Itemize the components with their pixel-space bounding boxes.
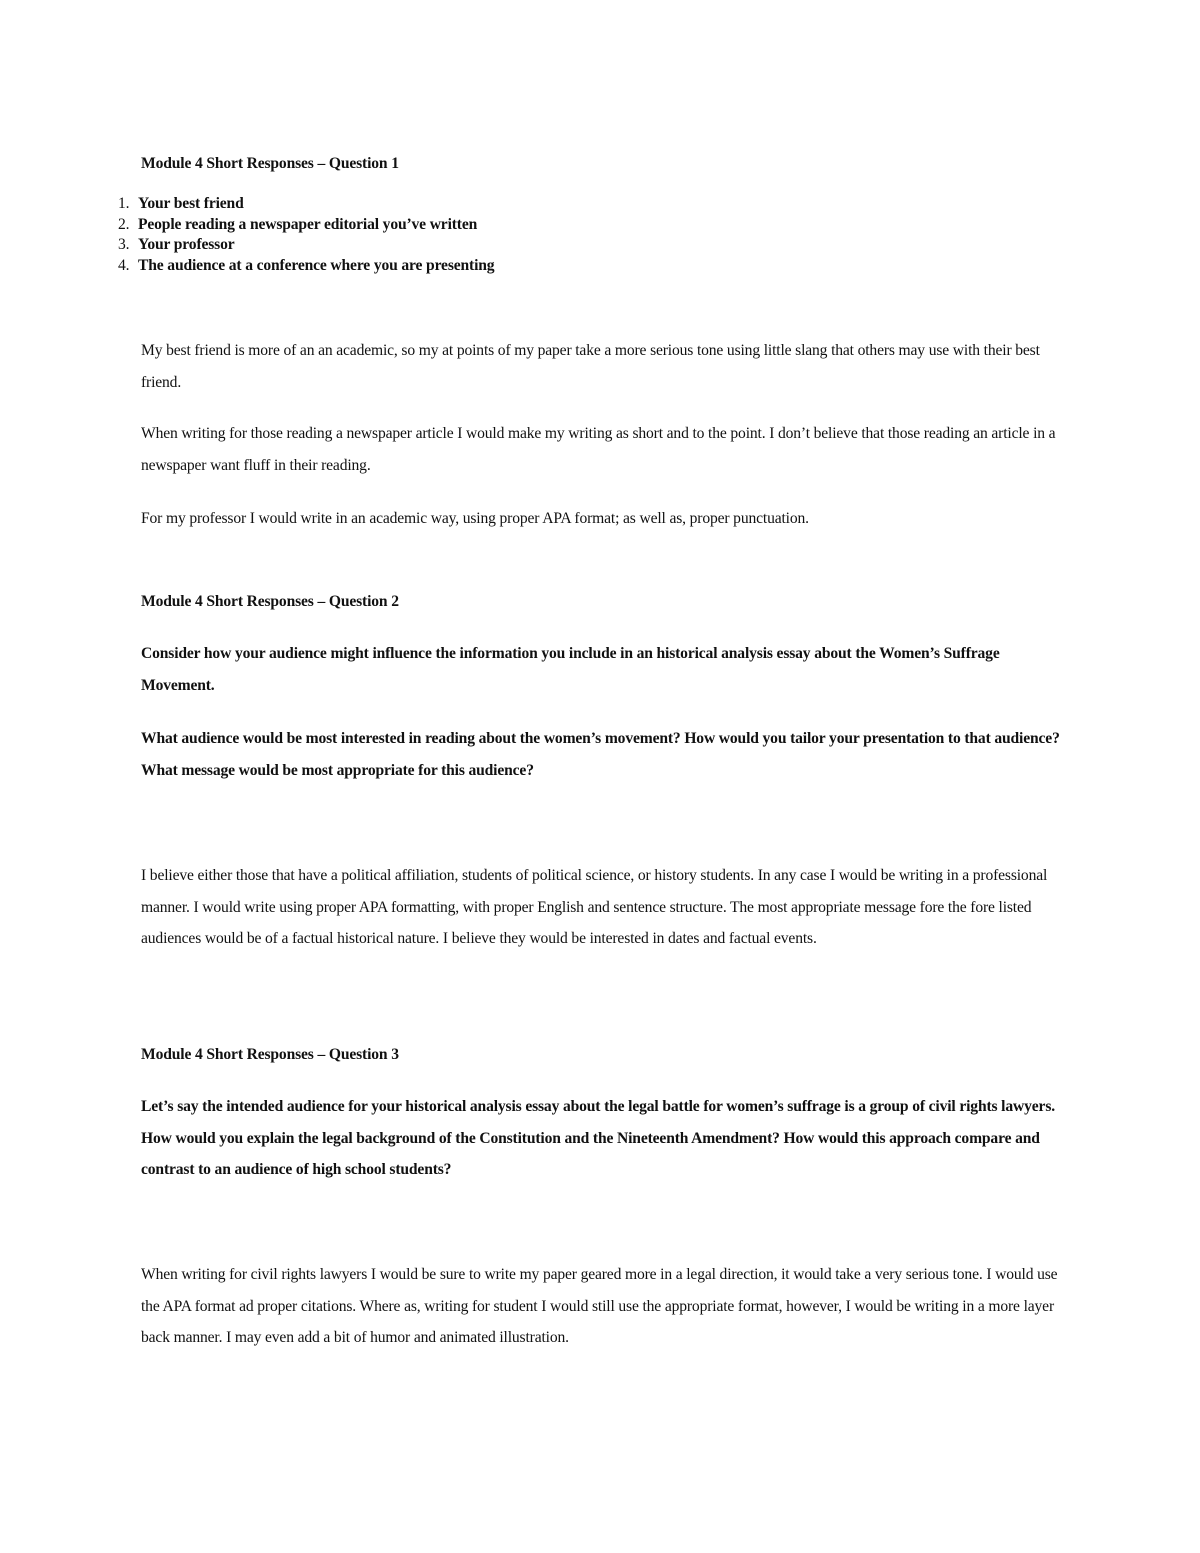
q1-audience-list [118,194,494,277]
q2-answer: I believe either those that have a political affiliation, students of political science, or history students. In any case I would be writing in a professional manner. I would write using proper APA formatting, with proper English and sentence structure. The most appropriate message fore the fore listed audiences would be of a factual historical nature. I believe they would be interested in dates and factual events. [141,867,1048,947]
list-number: 1. [118,195,130,212]
q2-prompt-2: What audience would be most interested in reading about the women’s movement? How would you tailor your presentation to that audience? What message would be most appropriate for this audience? [141,730,1060,779]
list-item [118,256,494,277]
q3-heading: Module 4 Short Responses – Question 3 [141,1046,399,1063]
q3-answer: When writing for civil rights lawyers I would be sure to write my paper geared more in a legal direction, it would take a very serious tone. I would use the APA format ad proper citations. Where as, writing for student I would still use the appropriate format, however, I would be writing in a more layer back manner. I may even add a bit of humor and animated illustration. [141,1266,1058,1346]
list-text: The audience at a conference where you are presenting [138,257,495,275]
list-item [118,194,494,215]
q1-answer-newspaper: When writing for those reading a newspaper article I would make my writing as short and to the point. I don’t believe that those reading an article in a newspaper want fluff in their reading. [141,425,1056,474]
list-number: 4. [118,257,130,275]
q1-heading: Module 4 Short Responses – Question 1 [141,155,399,172]
list-text: Your best friend [138,195,244,212]
q1-answer-professor: For my professor I would write in an academic way, using proper APA format; as well as, proper punctuation. [141,510,809,527]
list-item [118,215,494,236]
list-item [118,235,494,256]
q3-prompt: Let’s say the intended audience for your historical analysis essay about the legal battle for women’s suffrage is a group of civil rights lawyers. How would you explain the legal background of the Constitution and the Nineteenth Amendment? How would this approach compare and contrast to an audience of high school students? [141,1098,1055,1178]
q2-prompt-1: Consider how your audience might influence the information you include in an historical analysis essay about the Women’s Suffrage Movement. [141,645,1000,694]
list-number: 3. [118,236,130,254]
q2-heading: Module 4 Short Responses – Question 2 [141,593,399,610]
list-text: Your professor [138,236,235,254]
list-text: People reading a newspaper editorial you’ve written [138,215,478,233]
list-number: 2. [118,215,130,233]
q1-answer-best-friend: My best friend is more of an an academic, so my at points of my paper take a more serious tone using little slang that others may use with their best friend. [141,342,1040,391]
